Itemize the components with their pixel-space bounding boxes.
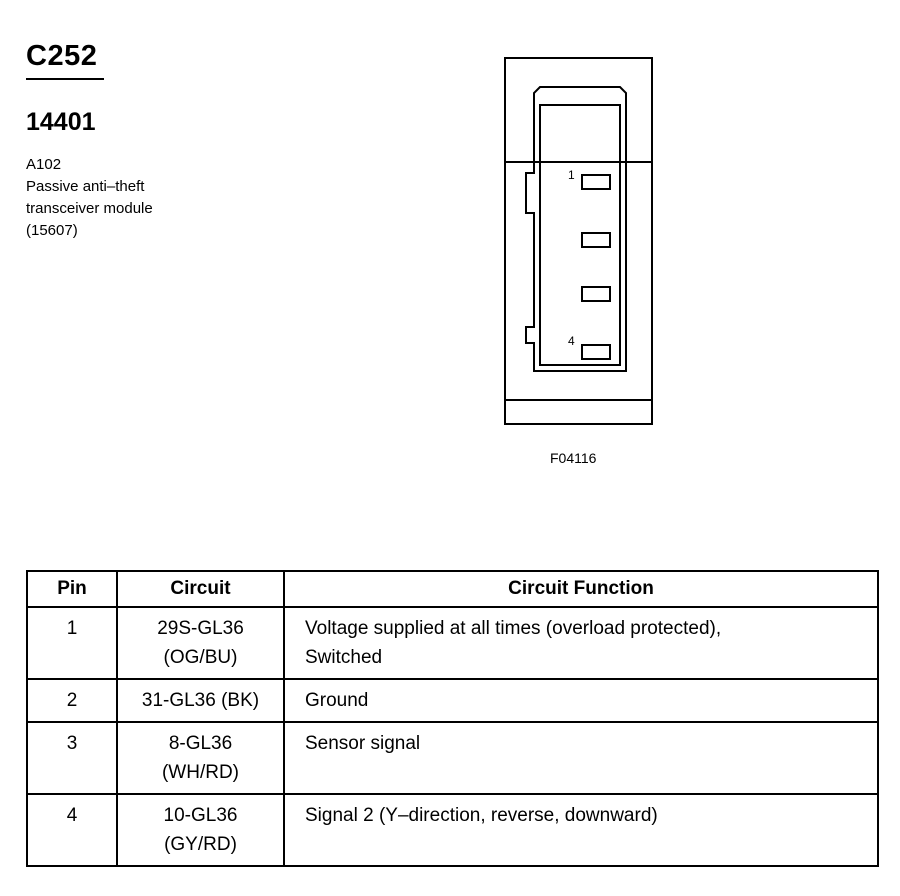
pin-label-4: 4 — [568, 334, 575, 348]
connector-description — [26, 154, 153, 242]
terminal-2 — [582, 233, 610, 247]
table-header-row — [27, 571, 878, 607]
function-line: Sensor signal — [305, 733, 421, 754]
terminal-4 — [582, 345, 610, 359]
circuit-cell — [117, 679, 284, 722]
circuit-line: 29S-GL36 — [157, 618, 244, 639]
function-cell — [284, 722, 878, 794]
pin-label-1: 1 — [568, 168, 575, 182]
circuit-cell — [117, 794, 284, 866]
function-line: Signal 2 (Y–direction, reverse, downward) — [305, 805, 658, 826]
terminal-1 — [582, 175, 610, 189]
description-line: transceiver module — [26, 200, 153, 217]
table-row — [27, 722, 878, 794]
function-line: Switched — [305, 647, 383, 668]
description-line: A102 — [26, 156, 62, 173]
circuit-line: 8-GL36 — [168, 733, 233, 754]
function-cell — [284, 607, 878, 679]
circuit-line: (WH/RD) — [161, 762, 240, 783]
connector-cavity — [540, 165, 620, 365]
circuit-cell — [117, 722, 284, 794]
function-cell — [284, 679, 878, 722]
connector-face-diagram — [500, 55, 660, 430]
connector-id: C252 — [26, 40, 98, 72]
part-number: 14401 — [26, 108, 96, 136]
table-row — [27, 794, 878, 866]
header-circuit: Circuit — [117, 571, 284, 607]
pin-cell: 4 — [27, 794, 117, 866]
figure-id: F04116 — [550, 450, 597, 466]
header-circuit-function: Circuit Function — [284, 571, 878, 607]
pinout-table — [26, 570, 879, 867]
table-row — [27, 607, 878, 679]
title-underline — [26, 78, 104, 80]
function-cell — [284, 794, 878, 866]
table-row — [27, 679, 878, 722]
function-line: Ground — [305, 690, 369, 711]
header-pin: Pin — [27, 571, 117, 607]
circuit-cell — [117, 607, 284, 679]
latch-tab — [534, 87, 626, 165]
description-line: (15607) — [26, 222, 78, 239]
pin-cell: 3 — [27, 722, 117, 794]
latch-inner — [540, 105, 620, 165]
connector-housing — [505, 58, 652, 424]
circuit-line: (OG/BU) — [163, 647, 238, 668]
description-line: Passive anti–theft — [26, 178, 145, 195]
pin-cell: 2 — [27, 679, 117, 722]
terminal-3 — [582, 287, 610, 301]
pin-cell: 1 — [27, 607, 117, 679]
circuit-line: (GY/RD) — [164, 834, 237, 855]
function-line: Voltage supplied at all times (overload protected), — [305, 618, 722, 639]
circuit-line: 10-GL36 — [163, 805, 238, 826]
circuit-line: 31-GL36 (BK) — [141, 690, 260, 711]
